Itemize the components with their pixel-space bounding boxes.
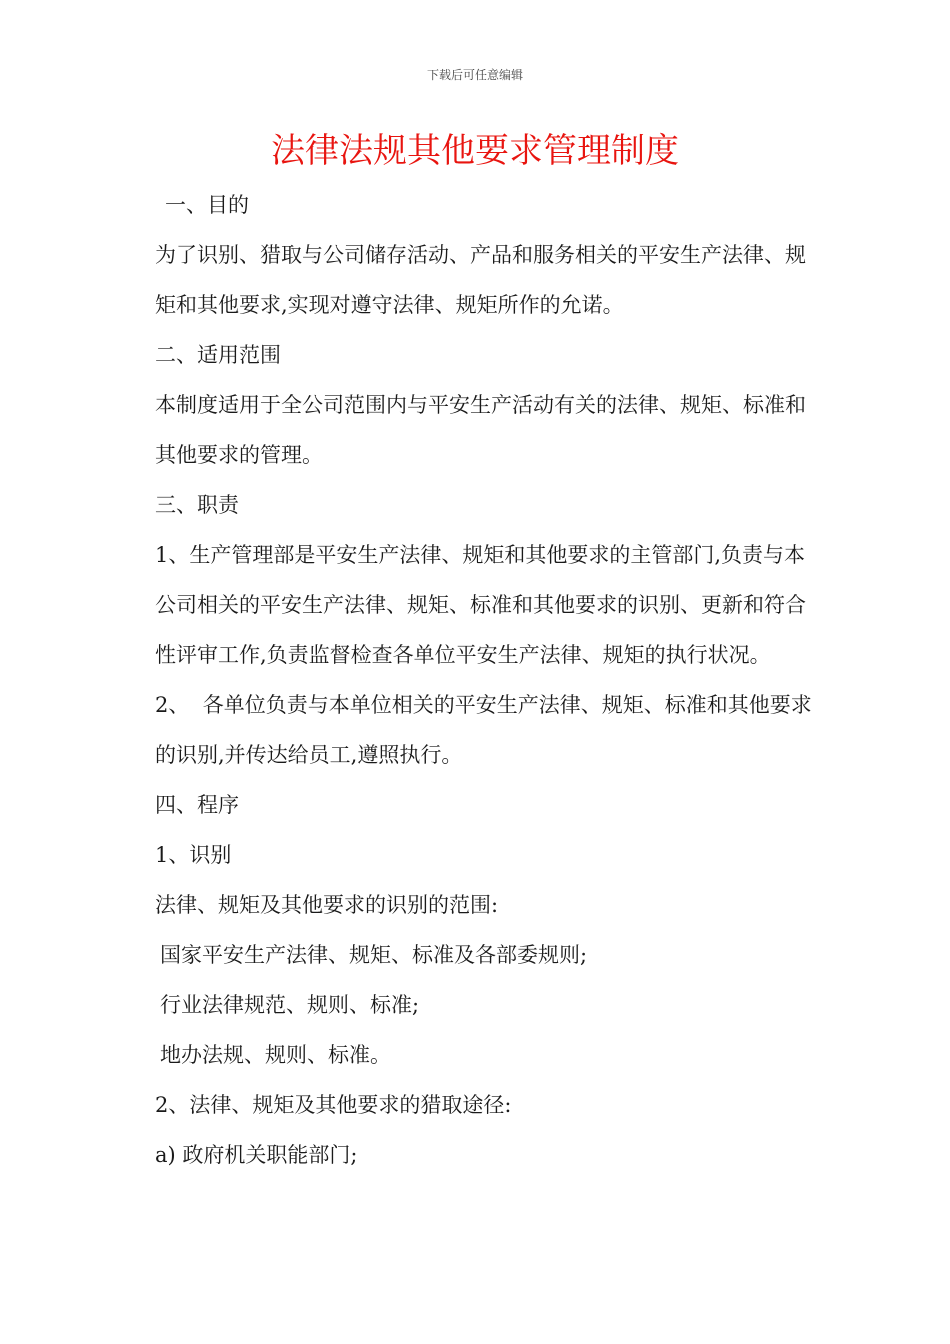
paragraph-1: 一、目的 — [165, 193, 249, 217]
paragraph-10: 法律、规矩及其他要求的识别的范围: — [155, 893, 499, 917]
document-title: 法律法规其他要求管理制度 — [271, 131, 679, 171]
paragraph-11: 国家平安生产法律、规矩、标准及各部委规则; — [160, 943, 588, 967]
paragraph-6: 1、生产管理部是平安生产法律、规矩和其他要求的主管部门,负责与本公司相关的平安生产法律、规矩、标准和其他要求的识别、更新和符合性评审工作,负责监督检查各单位平安生产法律、规矩的执行状况。 — [155, 543, 806, 667]
paragraph-13: 地办法规、规则、标准。 — [160, 1043, 391, 1067]
header-note: 下载后可任意编辑 — [426, 68, 523, 82]
paragraph-5: 三、职责 — [155, 493, 239, 517]
paragraph-12: 行业法律规范、规则、标准; — [160, 993, 420, 1017]
paragraph-3: 二、适用范围 — [155, 343, 281, 367]
paragraph-4: 本制度适用于全公司范围内与平安生产活动有关的法律、规矩、标准和其他要求的管理。 — [155, 393, 806, 467]
paragraph-15: a) 政府机关职能部门; — [155, 1143, 358, 1167]
paragraph-7: 2、 各单位负责与本单位相关的平安生产法律、规矩、标准和其他要求的识别,并传达给员工,遵照执行。 — [155, 693, 812, 767]
paragraph-8: 四、程序 — [155, 793, 239, 817]
paragraph-9: 1、识别 — [155, 843, 232, 867]
paragraph-14: 2、法律、规矩及其他要求的猎取途径: — [155, 1093, 512, 1117]
paragraph-2: 为了识别、猎取与公司储存活动、产品和服务相关的平安生产法律、规矩和其他要求,实现对遵守法律、规矩所作的允诺。 — [155, 243, 806, 317]
document-body — [145, 180, 815, 1180]
